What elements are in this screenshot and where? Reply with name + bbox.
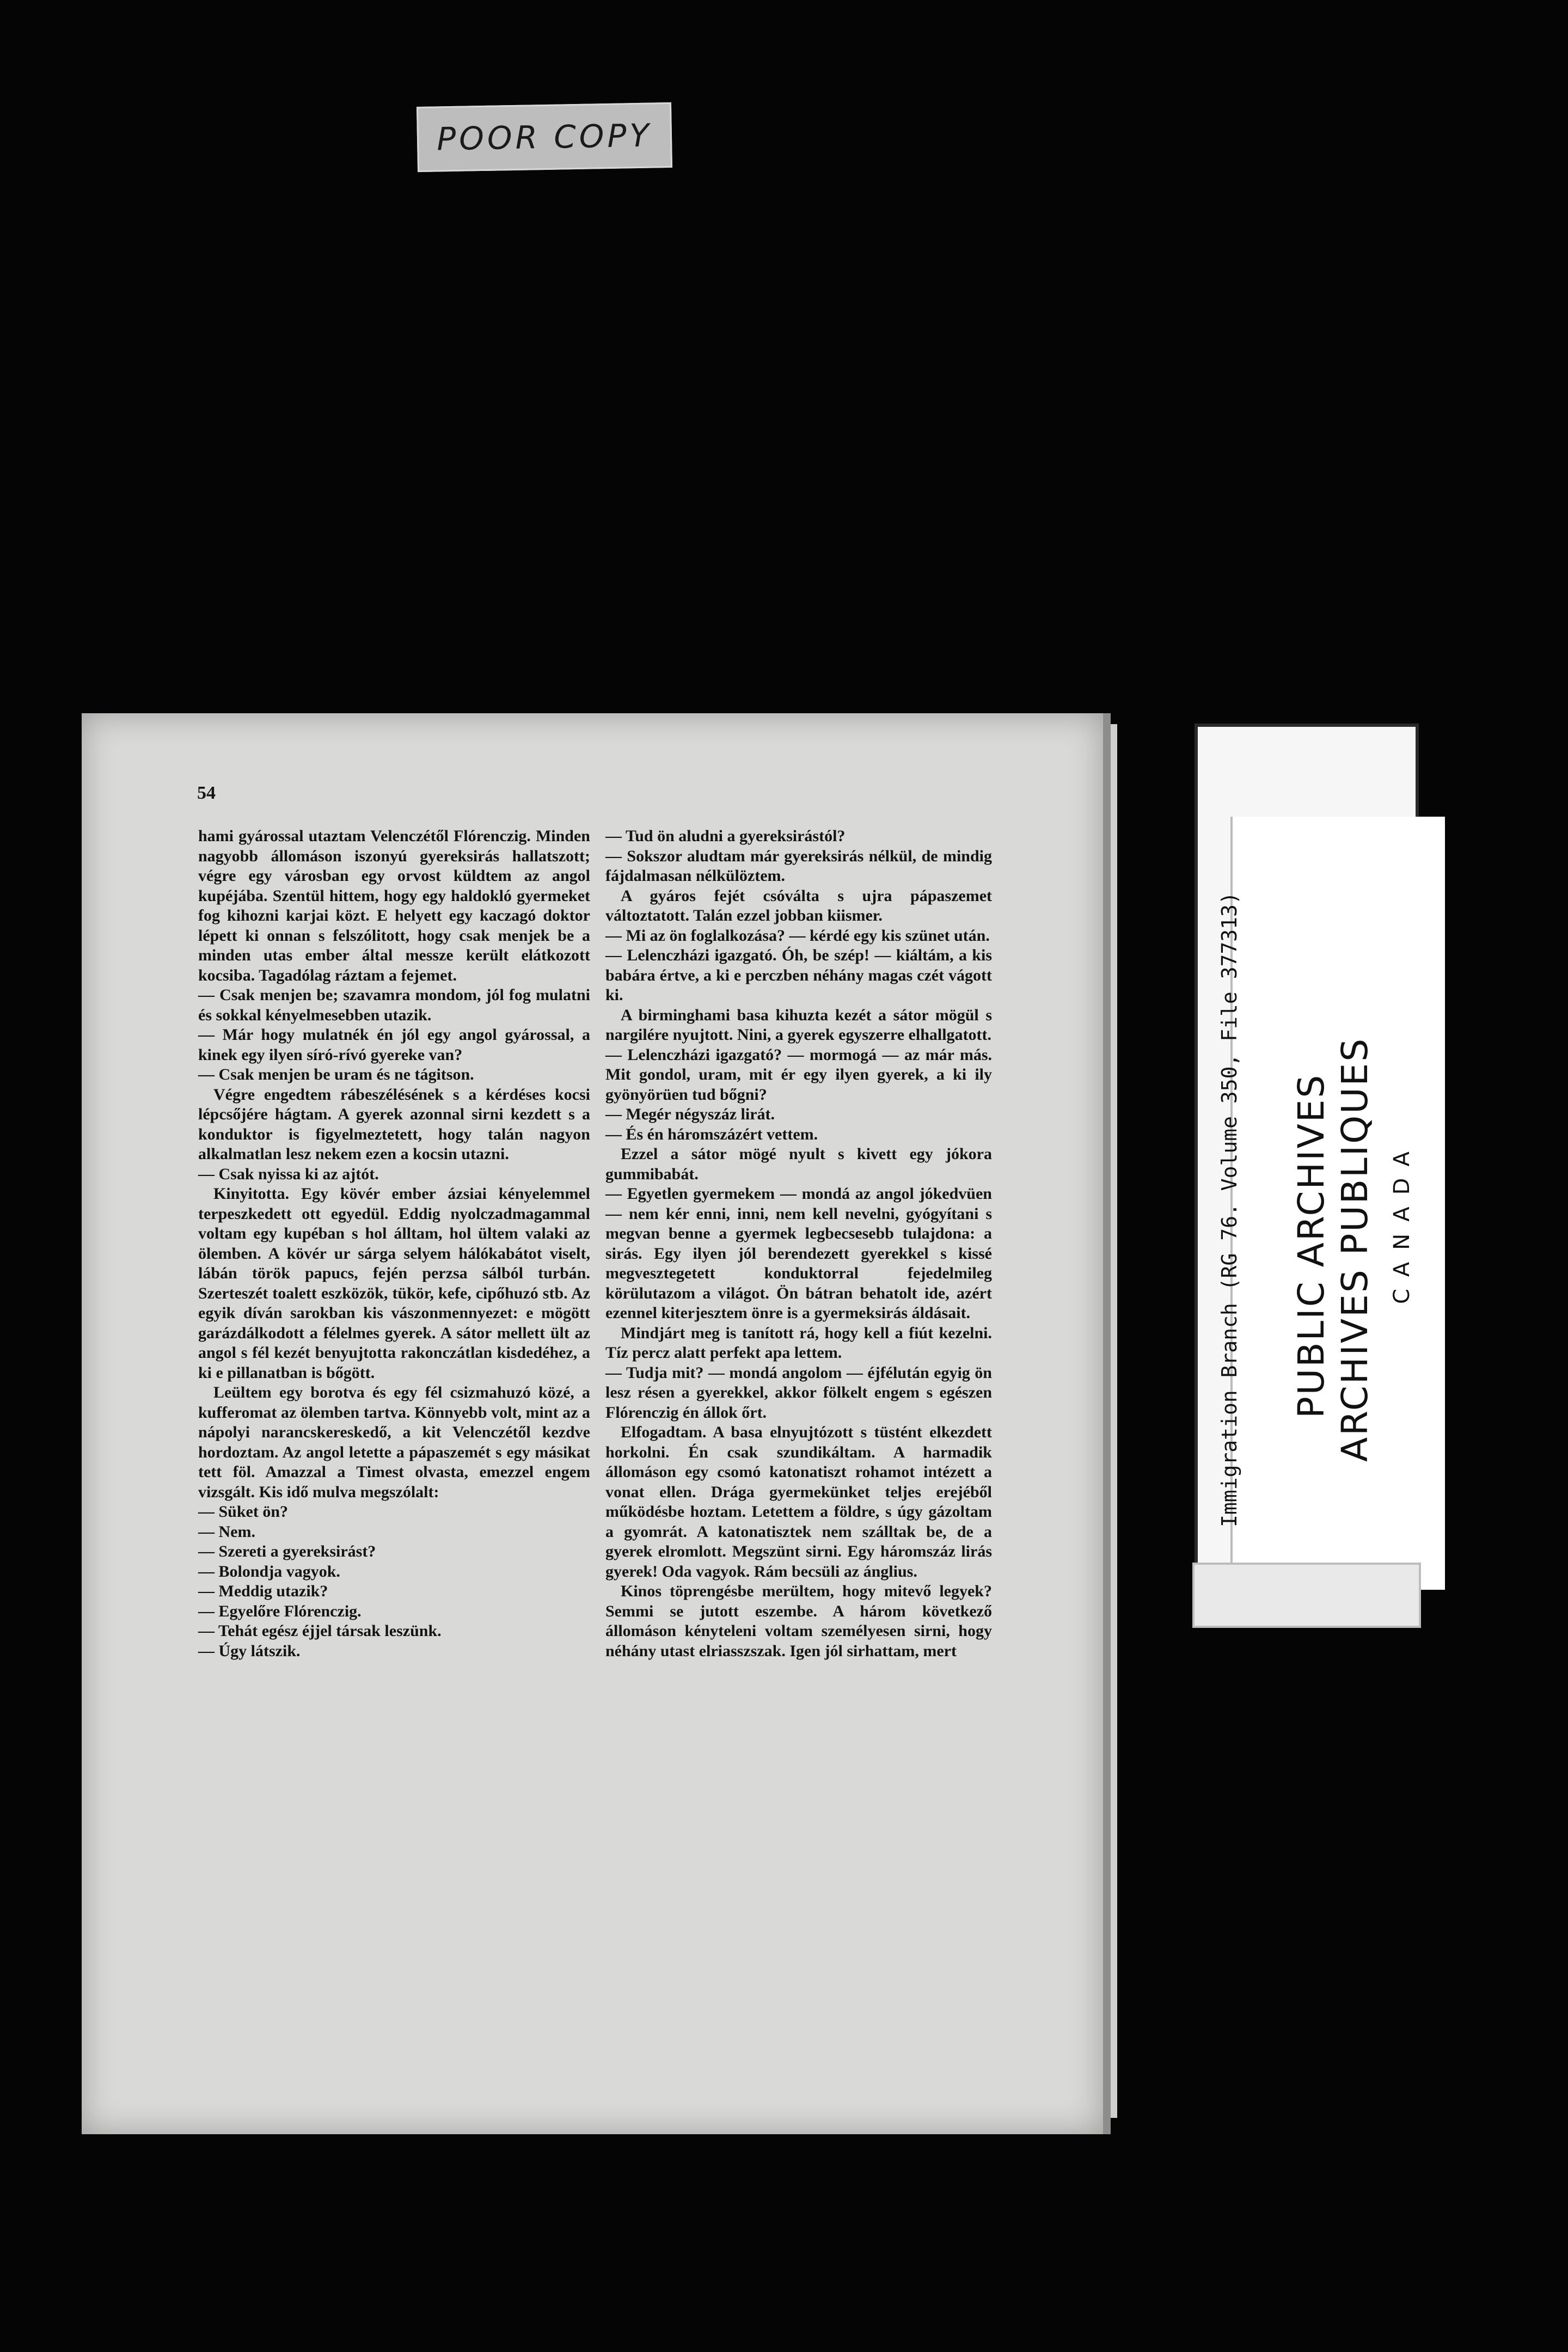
archive-line-2: ARCHIVES PUBLIQUES <box>1334 1037 1376 1462</box>
paragraph: — Sokszor aludtam már gyereksirás nélkül, de mindig fájdalmasan nélkülöztem. <box>605 847 992 885</box>
paragraph: — Szereti a gyereksirást? <box>198 1542 376 1560</box>
paragraph: — És én háromszázért vettem. <box>605 1125 818 1143</box>
paragraph: — Nem. <box>198 1522 255 1541</box>
archive-line-3: CANADA <box>1389 1139 1414 1304</box>
poor-copy-stamp <box>416 102 672 172</box>
paragraph: A birminghami basa kihuzta kezét a sátor mögül s nargilére nyujtott. Nini, a gyerek egyszerre elhallgatott. <box>605 1006 992 1044</box>
paragraph: — Tud ön aludni a gyereksirástól? <box>605 827 846 845</box>
paragraph: — Csak menjen be uram és ne tágitson. <box>198 1065 474 1083</box>
page-number: 54 <box>197 783 216 803</box>
paragraph: Kinyitotta. Egy kövér ember ázsiai kényelemmel terpeszkedett ott egyedül. Eddig nyolczadmagammal voltam egy kupéban s hol álltam, hol ültem valaki az ölemben. A kövér ur sárga selyem hálókabátot viselt, lábán török papucs, fején perzsa sálból turbán. Szerteszét toalett eszközök, tükör, kefe, cipőhuzó stb. Az egyik díván sarokban kis vászonmennyezet: e mögött garázdálkodott a félelmes gyerek. A sátor mellett ült az angol s fél kezét benyujtotta rakonczátlan kisdedéhez, a ki e pillanatban is bőgött. <box>198 1185 590 1382</box>
paragraph: — Tehát egész éjjel társak leszünk. <box>198 1622 442 1640</box>
paragraph: — Már hogy mulatnék én jól egy angol gyárossal, a kinek egy ilyen síró-rívó gyereke van? <box>198 1026 590 1064</box>
paragraph: — Meddig utazik? <box>198 1582 328 1600</box>
stamp-text: POOR COPY <box>436 117 653 158</box>
archive-line-1: PUBLIC ARCHIVES <box>1290 1073 1332 1418</box>
left-column <box>198 826 590 1661</box>
archive-tag-notch <box>1192 1563 1421 1628</box>
paragraph: — Úgy látszik. <box>198 1641 301 1660</box>
paragraph: — Egyelőre Flórenczig. <box>198 1602 362 1620</box>
paragraph: — Megér négyszáz lirát. <box>605 1105 775 1123</box>
paragraph: — Tudja mit? — mondá angolom — éjfélután egyig ön lesz résen a gyerekkel, akkor fölkelt engem s egészen Flórenczig én állok őrt. <box>605 1363 992 1422</box>
paragraph: — Csak menjen be; szavamra mondom, jól fog mulatni és sokkal kényelmesebben utazik. <box>198 986 590 1024</box>
paragraph: — Süket ön? <box>198 1503 289 1521</box>
paragraph: Ezzel a sátor mögé nyult s kivett egy jókora gummibabát. <box>605 1145 992 1183</box>
paragraph: A gyáros fejét csóválta s ujra pápaszemet változtatott. Talán ezzel jobban kiismer. <box>605 886 992 924</box>
paragraph: Elfogadtam. A basa elnyujtózott s tüstént elkezdett horkolni. Én csak szundikáltam. A harmadik állomáson egy csomó katonatiszt rohamot intézett a vonat ellen. Drága gyermekünket teljes erejéből működésbe hoztam. Letettem a földre, s úgy gázoltam a gyomrát. A katonatisztek nem szálltak be, de a gyerek elromlott. Megszünt sirni. Egy háromszáz lirás gyerek! Oda vagyok. Rám becsüli az ánglius. <box>605 1423 992 1581</box>
right-column <box>605 826 992 1661</box>
paragraph: — Lelenczházi igazgató. Óh, be szép! — kiáltám, a kis babára értve, a ki e perczben néhány magas czét vágott ki. <box>605 946 992 1004</box>
paragraph: Kinos töprengésbe merültem, hogy mitevő legyek? Semmi se jutott eszembe. A három következő állomáson kényteleni voltam személyesen sirni, hogy néhány utast elriasszszak. Igen jól sirhattam, mert <box>605 1582 992 1660</box>
paragraph: hami gyárossal utaztam Velenczétől Flórenczig. Minden nagyobb állomáson iszonyú gyereksirás hallatszott; végre egy városban egy orvost küldtem az angol kupéjába. Szentül hittem, hogy egy haldokló gyermeket fog kihozni karjai közt. E helyett egy kaczagó doktor lépett ki onnan s felszólitott, hogy csak menjek be a minden utas ember által messze került elátkozott kocsiba. Tagadólag ráztam a fejemet. <box>198 827 590 984</box>
paragraph: — Bolondja vagyok. <box>198 1562 340 1581</box>
paragraph: Végre engedtem rábeszélésének s a kérdéses kocsi lépcsőjére hágtam. A gyerek azonnal sirni kezdett s a konduktor is figyelmeztetett, hogy talán nagyon alkalmatlan lesz nekem ezen a kocsin utazni. <box>198 1085 590 1163</box>
page-edge <box>1111 724 1117 2118</box>
book-page <box>82 713 1111 2134</box>
paragraph: — Egyetlen gyermekem — mondá az angol jókedvüen — nem kér enni, inni, nem kell nevelni, gyógyítani s megvan benne a gyermek legbecsesebb tulajdona: a sirás. Egy ilyen jól berendezett gyerekkel s kissé megvesztegetett konduktorral fejedelmileg körülutazom a világot. Ön bátran behatolt ide, azért ezennel kiterjesztem önre is a gyermeksirás áldásait. <box>605 1185 992 1322</box>
archive-reference: Immigration Branch (RG 76. Volume 350, File 377313) <box>1217 892 1241 1527</box>
paragraph: — Lelenczházi igazgató? — mormogá — az már más. Mit gondol, uram, mit ér egy ilyen gyerek, a ki ily gyönyörüen tud bőgni? <box>605 1045 992 1104</box>
paragraph: Mindjárt meg is tanított rá, hogy kell a fiút kezelni. Tíz percz alatt perfekt apa lettem. <box>605 1324 992 1362</box>
paragraph: — Csak nyissa ki az ajtót. <box>198 1165 379 1183</box>
paragraph: Leültem egy borotva és egy fél csizmahuzó közé, a kufferomat az ölemben tartva. Könnyebb volt, mint az a nápolyi narancskereskedő, a kit Velenczétől kezdve hordoztam. Az angol letette a pápaszemét s egy másikat tett föl. Amazzal a Timest olvasta, emezzel engem vizsgált. Kis idő mulva megszólalt: <box>198 1383 590 1501</box>
paragraph: — Mi az ön foglalkozása? — kérdé egy kis szünet után. <box>605 926 990 945</box>
